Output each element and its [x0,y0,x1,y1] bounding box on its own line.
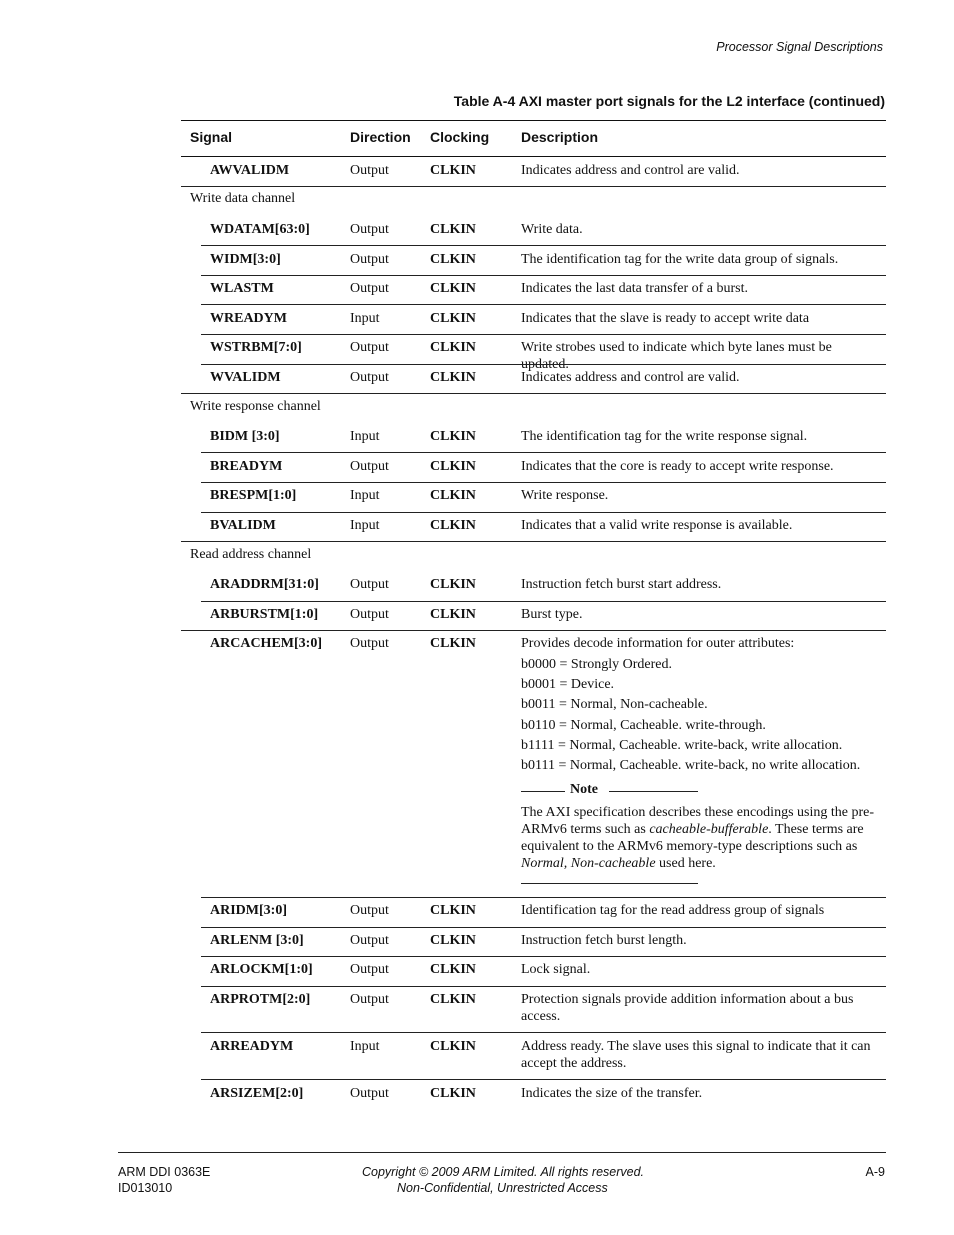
signal-description: Lock signal. [521,962,591,977]
signal-clocking: CLKIN [430,429,476,444]
signal-name: ARIDM[3:0] [210,903,287,918]
table-caption: Table A-4 AXI master port signals for the L2 interface (continued) [453,93,885,109]
signal-direction: Output [350,636,389,651]
signal-name: ARSIZEM[2:0] [210,1086,304,1101]
signal-description: Instruction fetch burst start address. [521,577,722,592]
encoding-line: b0000 = Strongly Ordered. [521,657,672,672]
signal-name: WVALIDM [210,370,281,385]
row-divider [201,512,886,513]
group-heading: Write response channel [190,399,321,414]
row-divider [201,364,886,365]
signal-description: Address ready. The slave uses this signal to indicate that it can accept the address. [521,1039,871,1071]
signal-clocking: CLKIN [430,992,476,1007]
signal-clocking: CLKIN [430,933,476,948]
encoding-line: b0001 = Device. [521,677,615,692]
signal-direction: Output [350,163,389,178]
signal-clocking: CLKIN [430,163,476,178]
column-header-direction: Direction [350,129,411,145]
signal-clocking: CLKIN [430,252,476,267]
group-heading: Read address channel [190,547,312,562]
note-rule-left [521,791,565,792]
signal-name: BRESPM[1:0] [210,488,297,503]
signal-direction: Output [350,962,389,977]
page-header-title: Processor Signal Descriptions [716,40,883,54]
signal-name: ARADDRM[31:0] [210,577,319,592]
signal-description: Instruction fetch burst length. [521,933,687,948]
row-divider [181,630,886,631]
signal-name: WLASTM [210,281,274,296]
signal-direction: Output [350,222,389,237]
row-divider [201,452,886,453]
signal-direction: Output [350,903,389,918]
row-divider [201,601,886,602]
signal-direction: Output [350,933,389,948]
row-divider [201,1079,886,1080]
signal-clocking: CLKIN [430,370,476,385]
signal-direction: Input [350,488,380,503]
signal-direction: Input [350,1039,380,1054]
signal-description: Write data. [521,222,583,237]
signal-direction: Output [350,281,389,296]
signal-description: Indicates that the slave is ready to accept write data [521,311,810,326]
signal-direction: Output [350,607,389,622]
signal-name: WDATAM[63:0] [210,222,310,237]
encoding-line: b0110 = Normal, Cacheable. write-through. [521,718,766,733]
signal-description: Indicates that a valid write response is available. [521,518,793,533]
group-heading: Write data channel [190,191,296,206]
encoding-line: b1111 = Normal, Cacheable. write-back, write allocation. [521,738,843,753]
signal-description: Write strobes used to indicate which byte lanes must be updated. [521,340,832,372]
encoding-line: b0111 = Normal, Cacheable. write-back, no write allocation. [521,758,861,773]
signal-direction: Output [350,577,389,592]
signal-description: Indicates that the core is ready to accept write response. [521,459,834,474]
signal-direction: Output [350,252,389,267]
signal-clocking: CLKIN [430,903,476,918]
row-divider [201,897,886,898]
signal-name: ARREADYM [210,1039,294,1054]
note-text: . These terms are equivalent to the ARMv6 memory-type descriptions such as [521,822,864,854]
signal-direction: Input [350,429,380,444]
signal-clocking: CLKIN [430,577,476,592]
footer-rule [118,1152,886,1153]
row-divider [201,986,886,987]
signal-clocking: CLKIN [430,607,476,622]
signal-clocking: CLKIN [430,488,476,503]
signal-name: ARPROTM[2:0] [210,992,311,1007]
row-divider [201,334,886,335]
row-divider [201,927,886,928]
signal-clocking: CLKIN [430,311,476,326]
signal-clocking: CLKIN [430,1039,476,1054]
footer-page-number: A-9 [865,1165,885,1179]
signal-name: BIDM [3:0] [210,429,280,444]
row-divider [201,275,886,276]
signal-name: WIDM[3:0] [210,252,281,267]
signal-clocking: CLKIN [430,962,476,977]
signal-direction: Output [350,340,389,355]
table-top-rule [181,120,886,121]
row-divider [201,1032,886,1033]
encoding-line: b0011 = Normal, Non-cacheable. [521,697,708,712]
footer-issue-id: ID013010 [118,1181,173,1195]
note-body [521,804,881,872]
signal-clocking: CLKIN [430,518,476,533]
note-emphasis: cacheable-bufferable [649,822,769,837]
signal-name: ARLENM [3:0] [210,933,304,948]
signal-description: Provides decode information for outer attributes: [521,636,795,651]
row-divider [201,482,886,483]
footer-copyright: Copyright © 2009 ARM Limited. All rights reserved. [362,1165,645,1179]
note-emphasis: Normal, Non-cacheable [521,856,656,871]
column-header-signal: Signal [190,129,233,145]
row-divider [181,186,886,187]
note-rule-right [609,791,698,792]
signal-clocking: CLKIN [430,636,476,651]
signal-direction: Input [350,518,380,533]
signal-description: Write response. [521,488,609,503]
signal-direction: Output [350,1086,389,1101]
signal-description: The identification tag for the write response signal. [521,429,808,444]
signal-description: Indicates the size of the transfer. [521,1086,703,1101]
row-divider [201,304,886,305]
row-divider [181,393,886,394]
signal-clocking: CLKIN [430,281,476,296]
signal-name: BVALIDM [210,518,276,533]
signal-direction: Output [350,370,389,385]
signal-name: BREADYM [210,459,283,474]
signal-name: ARBURSTM[1:0] [210,607,319,622]
column-header-description: Description [521,129,599,145]
footer-doc-id: ARM DDI 0363E [118,1165,211,1179]
note-text: The AXI specification describes these encodings using the pre-ARMv6 terms such as [521,805,875,837]
signal-clocking: CLKIN [430,340,476,355]
table-header-rule [181,156,886,157]
signal-description: The identification tag for the write data group of signals. [521,252,839,267]
signal-clocking: CLKIN [430,1086,476,1101]
signal-name: ARCACHEM[3:0] [210,636,322,651]
signal-description: Burst type. [521,607,583,622]
signal-direction: Input [350,311,380,326]
row-divider [201,245,886,246]
signal-description: Indicates address and control are valid. [521,163,740,178]
note-title: Note [570,782,598,797]
signal-clocking: CLKIN [430,222,476,237]
signal-description: Protection signals provide addition information about a bus access. [521,992,854,1024]
column-header-clocking: Clocking [430,129,490,145]
note-rule-bottom [521,883,698,884]
signal-name: WSTRBM[7:0] [210,340,302,355]
signal-clocking: CLKIN [430,459,476,474]
signal-direction: Output [350,459,389,474]
signal-description: Indicates address and control are valid. [521,370,740,385]
signal-name: ARLOCKM[1:0] [210,962,313,977]
signal-name: AWVALIDM [210,163,290,178]
signal-description: Identification tag for the read address group of signals [521,903,825,918]
signal-description: Indicates the last data transfer of a burst. [521,281,749,296]
signal-name: WREADYM [210,311,287,326]
note-text: used here. [655,856,716,871]
footer-access: Non-Confidential, Unrestricted Access [397,1181,608,1195]
row-divider [201,956,886,957]
row-divider [181,541,886,542]
signal-direction: Output [350,992,389,1007]
